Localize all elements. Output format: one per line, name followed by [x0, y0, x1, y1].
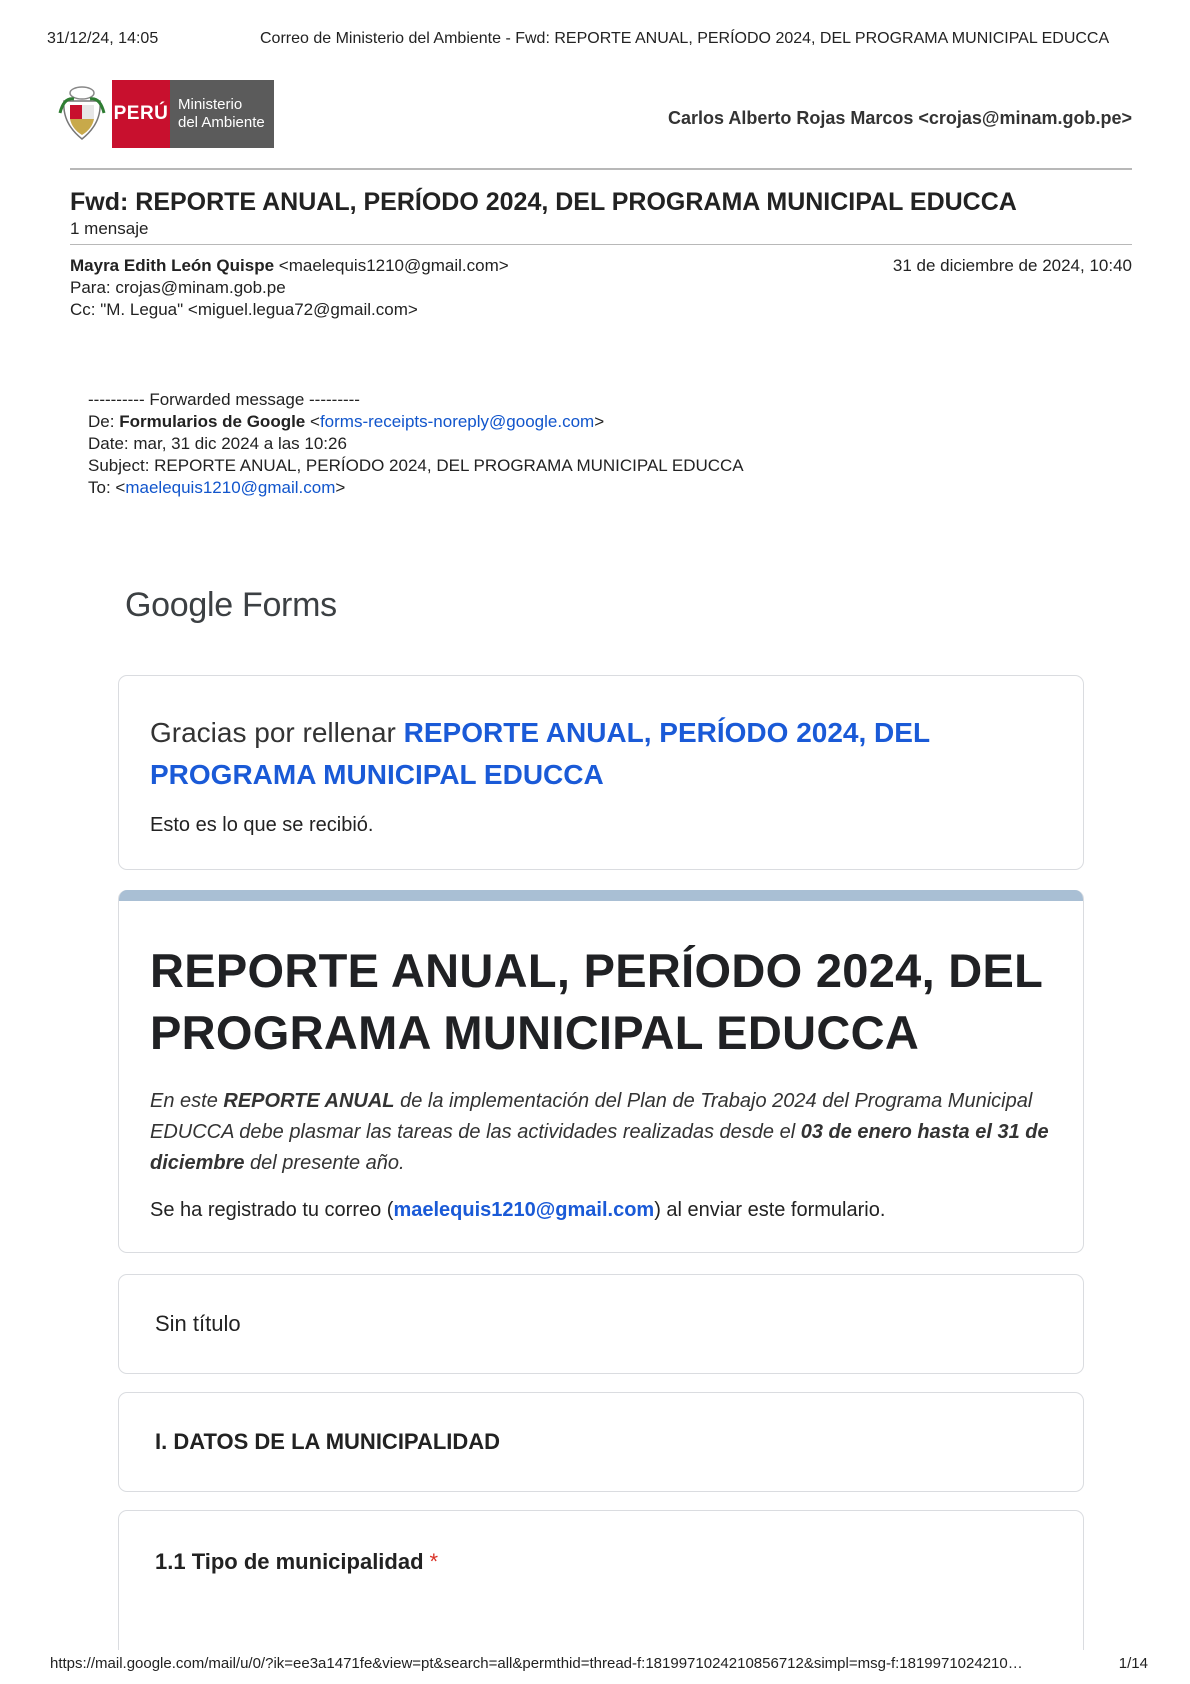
untitled-section-card — [118, 1274, 1084, 1374]
forward-separator: ---------- Forwarded message --------- — [88, 390, 360, 409]
forward-from-email-link[interactable]: forms-receipts-noreply@google.com — [319, 412, 595, 431]
sender-email: <maelequis1210@gmail.com> — [278, 256, 509, 275]
desc-part: de la implementación del Plan de Trabajo 2024 del Programa Municipal EDUCCA debe plasmar las tareas de las actividades realizadas desde el — [150, 1090, 1033, 1143]
thanks-heading — [150, 712, 1052, 796]
forward-to-email-link[interactable]: maelequis1210@gmail.com — [125, 478, 336, 497]
question-1-title: 1.1 Tipo de municipalidad — [155, 1549, 424, 1574]
divider — [70, 244, 1132, 245]
form-header-card — [118, 890, 1084, 1253]
desc-part: del presente año. — [244, 1152, 405, 1174]
print-page-title: Correo de Ministerio del Ambiente - Fwd: REPORTE ANUAL, PERÍODO 2024, DEL PROGRAMA MUNICIPAL EDUCCA — [260, 30, 1110, 47]
form-description — [150, 1086, 1052, 1179]
section-1-title: I. DATOS DE LA MUNICIPALIDAD — [155, 1429, 501, 1454]
received-note: Esto es lo que se recibió. — [150, 814, 374, 836]
desc-bold: 03 de enero hasta el 31 de diciembre — [150, 1121, 1049, 1174]
forward-from-name: Formularios de Google — [119, 412, 306, 431]
thanks-prefix: Gracias por rellenar — [150, 717, 404, 748]
page-number: 1/14 — [1118, 1655, 1148, 1672]
untitled-section-title: Sin título — [155, 1311, 241, 1336]
forward-subject: Subject: REPORTE ANUAL, PERÍODO 2024, DEL PROGRAMA MUNICIPAL EDUCCA — [88, 456, 744, 475]
registered-email-link[interactable]: maelequis1210@gmail.com — [393, 1199, 655, 1221]
forward-from-label: De: — [88, 412, 120, 431]
message-count: 1 mensaje — [70, 219, 149, 238]
form-accent-bar — [119, 890, 1083, 901]
question-1-card — [118, 1510, 1084, 1650]
desc-bold: REPORTE ANUAL — [223, 1090, 395, 1112]
sender — [70, 256, 509, 276]
thanks-card — [118, 675, 1084, 870]
ministry-line-2: del Ambiente — [178, 114, 265, 131]
required-mark: * — [429, 1549, 439, 1574]
form-title: REPORTE ANUAL, PERÍODO 2024, DEL PROGRAMA MUNICIPAL EDUCCA — [150, 944, 1043, 1059]
sender-name: Mayra Edith León Quispe — [70, 256, 275, 275]
recipient-cc: Cc: "M. Legua" <miguel.legua72@gmail.com> — [70, 300, 418, 319]
print-datetime: 31/12/24, 14:05 — [47, 30, 159, 47]
divider — [70, 168, 1132, 170]
google-forms-logo: Google Forms — [125, 586, 337, 624]
forward-from: De: Formularios de Google <forms-receipts-noreply@google.com> — [88, 412, 605, 431]
desc-part: En este — [150, 1090, 224, 1112]
forward-to: To: <maelequis1210@gmail.com> — [88, 478, 346, 497]
reg-part: Se ha registrado tu correo ( — [150, 1199, 394, 1221]
forward-date: Date: mar, 31 dic 2024 a las 10:26 — [88, 434, 347, 453]
ministry-logo — [58, 80, 274, 148]
registered-email-note — [150, 1199, 1052, 1222]
ministry-line-1: Ministerio — [178, 96, 243, 113]
peru-label: PERÚ — [112, 80, 170, 148]
form-name-link[interactable]: REPORTE ANUAL, PERÍODO 2024, DEL PROGRAMA MUNICIPAL EDUCCA — [150, 717, 930, 790]
print-url: https://mail.google.com/mail/u/0/?ik=ee3a1471fe&view=pt&search=all&permthid=thread-f:1819971024210856712&simpl=msg-f:1819971024210… — [50, 1655, 1023, 1672]
thread-subject: Fwd: REPORTE ANUAL, PERÍODO 2024, DEL PROGRAMA MUNICIPAL EDUCCA — [70, 188, 1017, 216]
recipient-to: Para: crojas@minam.gob.pe — [70, 278, 286, 297]
ministry-label — [170, 80, 274, 148]
section-1-card — [118, 1392, 1084, 1492]
account-owner: Carlos Alberto Rojas Marcos <crojas@minam.gob.pe> — [667, 108, 1132, 128]
forward-to-label: To: — [88, 478, 116, 497]
sent-date: 31 de diciembre de 2024, 10:40 — [892, 256, 1132, 275]
coat-of-arms-icon — [58, 83, 106, 145]
reg-part: ) al enviar este formulario. — [654, 1199, 886, 1221]
